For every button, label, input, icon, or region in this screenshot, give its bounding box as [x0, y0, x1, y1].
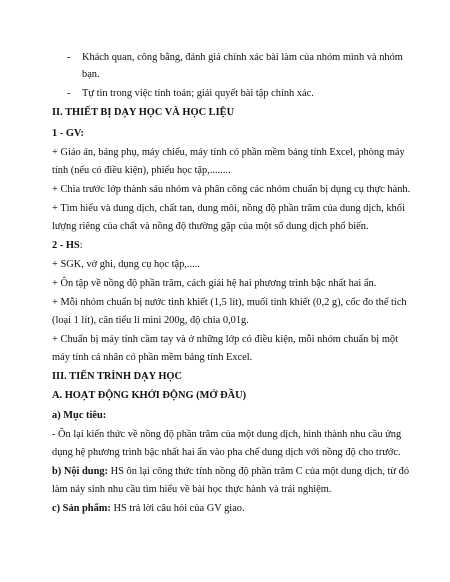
product-label: c) Sản phẩm: — [52, 503, 111, 514]
paragraph-line: + Mỗi nhóm chuẩn bị nước tinh khiết (1,5 lít), muối tinh khiết (0,2 g), cốc đo thể tích — [52, 297, 407, 308]
objective-label: a) Mục tiêu: — [52, 410, 107, 421]
paragraph-line: + SGK, vở ghi, dụng cụ học tập,..... — [52, 259, 200, 270]
hs-label-colon: : — [79, 240, 83, 251]
paragraph-line: + Giáo án, bảng phụ, máy chiếu, máy tính có phần mềm bảng tính Excel, phòng máy — [52, 147, 405, 158]
content-line — [52, 464, 410, 480]
bullet-dash: - — [67, 88, 71, 99]
product-line — [52, 501, 398, 517]
paragraph-line: + Chia trước lớp thành sáu nhóm và phân công các nhóm chuẩn bị dụng cụ thực hành. — [52, 184, 411, 195]
bullet-line: Tự tin trong việc tính toán; giải quyết bài tập chính xác. — [82, 88, 314, 99]
paragraph-line: + Ôn tập về nồng độ phần trăm, cách giải hệ hai phương trình bậc nhất hai ẩn. — [52, 278, 377, 289]
content-text: HS ôn lại công thức tính nồng độ phần trăm C của một dung dịch, từ đó — [108, 466, 410, 477]
paragraph-line: + Tìm hiểu và dung dịch, chất tan, dung môi, nồng độ phần trăm của dung dịch, khối — [52, 203, 405, 214]
subsection-label-hs — [52, 238, 398, 254]
bullet-line: Khách quan, công bằng, đánh giá chính xác bài làm của nhóm mình và nhóm — [82, 52, 403, 63]
paragraph-line: (loại 1 lít), cân tiểu li mini 200g, độ chia 0,01g. — [52, 315, 249, 326]
paragraph-line: - Ôn lại kiến thức về nồng độ phần trăm của một dung dịch, hình thành nhu cầu ứng — [52, 429, 402, 440]
section-heading: II. THIẾT BỊ DẠY HỌC VÀ HỌC LIỆU — [52, 107, 235, 118]
paragraph-line: dụng hệ phương trình bậc nhất hai ẩn vào pha chế dung dịch với nồng độ cho trước. — [52, 447, 401, 458]
activity-heading: A. HOẠT ĐỘNG KHỞI ĐỘNG (MỞ ĐẦU) — [52, 390, 247, 401]
paragraph-line: máy tính cá nhân có phần mềm bảng tính Excel. — [52, 352, 253, 363]
paragraph-line: lượng riêng của chất và nồng độ thường gặp của một số dung dịch phổ biến. — [52, 221, 369, 232]
paragraph-line: + Chuẩn bị máy tính cầm tay và ở những lớp có điều kiện, mỗi nhóm chuẩn bị một — [52, 334, 398, 345]
subsection-label-gv: 1 - GV: — [52, 128, 84, 139]
product-text: HS trả lời câu hỏi của GV giao. — [110, 503, 245, 514]
paragraph-line: làm nảy sinh nhu cầu tìm hiểu về bài học thực hành và trải nghiệm. — [52, 484, 332, 495]
content-label: b) Nội dung: — [52, 466, 109, 477]
hs-label: 2 - HS — [52, 240, 80, 251]
bullet-line: bạn. — [82, 69, 100, 80]
section-heading: III. TIẾN TRÌNH DẠY HỌC — [52, 371, 183, 382]
paragraph-line: tính (nếu có điều kiện), phiếu học tập,........ — [52, 165, 231, 176]
bullet-dash: - — [67, 52, 71, 63]
